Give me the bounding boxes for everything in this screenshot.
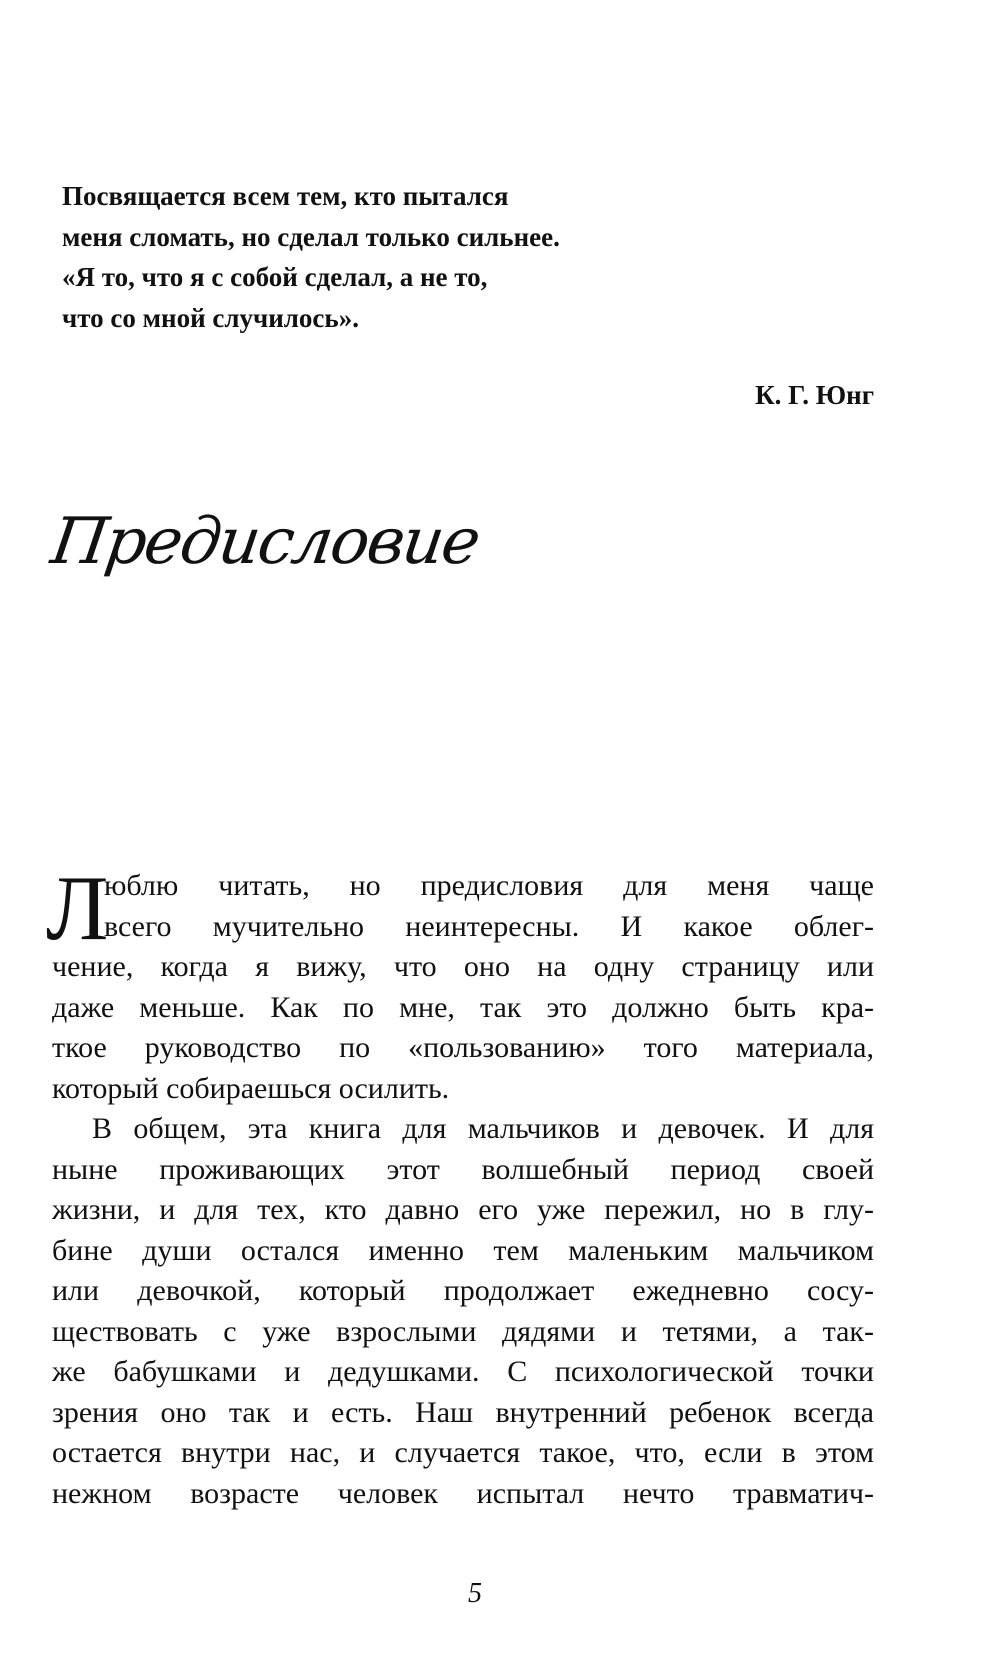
dedication-line: «Я то, что я с собой сделал, а не то, xyxy=(62,262,488,292)
text-line: же бабушками и дедушками. С психологической точки xyxy=(52,1355,874,1388)
text-line: даже меньше. Как по мне, так это должно быть кра- xyxy=(52,990,874,1024)
text-line: всего мучительно неинтересны. И какое облег- xyxy=(104,909,874,943)
text-line: В общем, эта книга для мальчиков и девочек. И для xyxy=(92,1112,874,1145)
text-line: остается внутри нас, и случается такое, что, если в этом xyxy=(52,1436,874,1469)
text-line: нежном возрасте человек испытал нечто травматич- xyxy=(52,1476,874,1510)
page-number: 5 xyxy=(468,1578,482,1609)
dedication-line: меня сломать, но сделал только сильнее. xyxy=(62,221,560,252)
dedication-line: Посвящается всем тем, кто пытался xyxy=(62,181,509,211)
text-line: жизни, и для тех, кто давно его уже пережил, но в глу- xyxy=(52,1193,874,1226)
dedication xyxy=(62,176,560,338)
text-line: или девочкой, который продолжает ежедневно сосу- xyxy=(52,1274,874,1307)
epigraph-author: К. Г. Юнг xyxy=(755,380,874,410)
text-line: чение, когда я вижу, что оно на одну страницу или xyxy=(52,950,874,983)
text-line: ществовать с уже взрослыми дядями и тетями, а так- xyxy=(52,1314,874,1348)
body-text xyxy=(46,857,874,1514)
drop-cap: Л xyxy=(46,857,109,959)
text-line: бине души остался именно тем маленьким мальчиком xyxy=(52,1233,874,1267)
chapter-heading: Предисловие xyxy=(46,505,484,579)
text-line: ткое руководство по «пользованию» того материала, xyxy=(52,1031,874,1064)
text-line: юблю читать, но предисловия для меня чаще xyxy=(104,869,874,902)
dedication-line: что со мной случилось». xyxy=(62,302,359,333)
text-line: ныне проживающих этот волшебный период своей xyxy=(52,1152,874,1186)
text-line: зрения оно так и есть. Наш внутренний ребенок всегда xyxy=(52,1395,874,1429)
text-line: который собираешься осилить. xyxy=(52,1071,450,1105)
